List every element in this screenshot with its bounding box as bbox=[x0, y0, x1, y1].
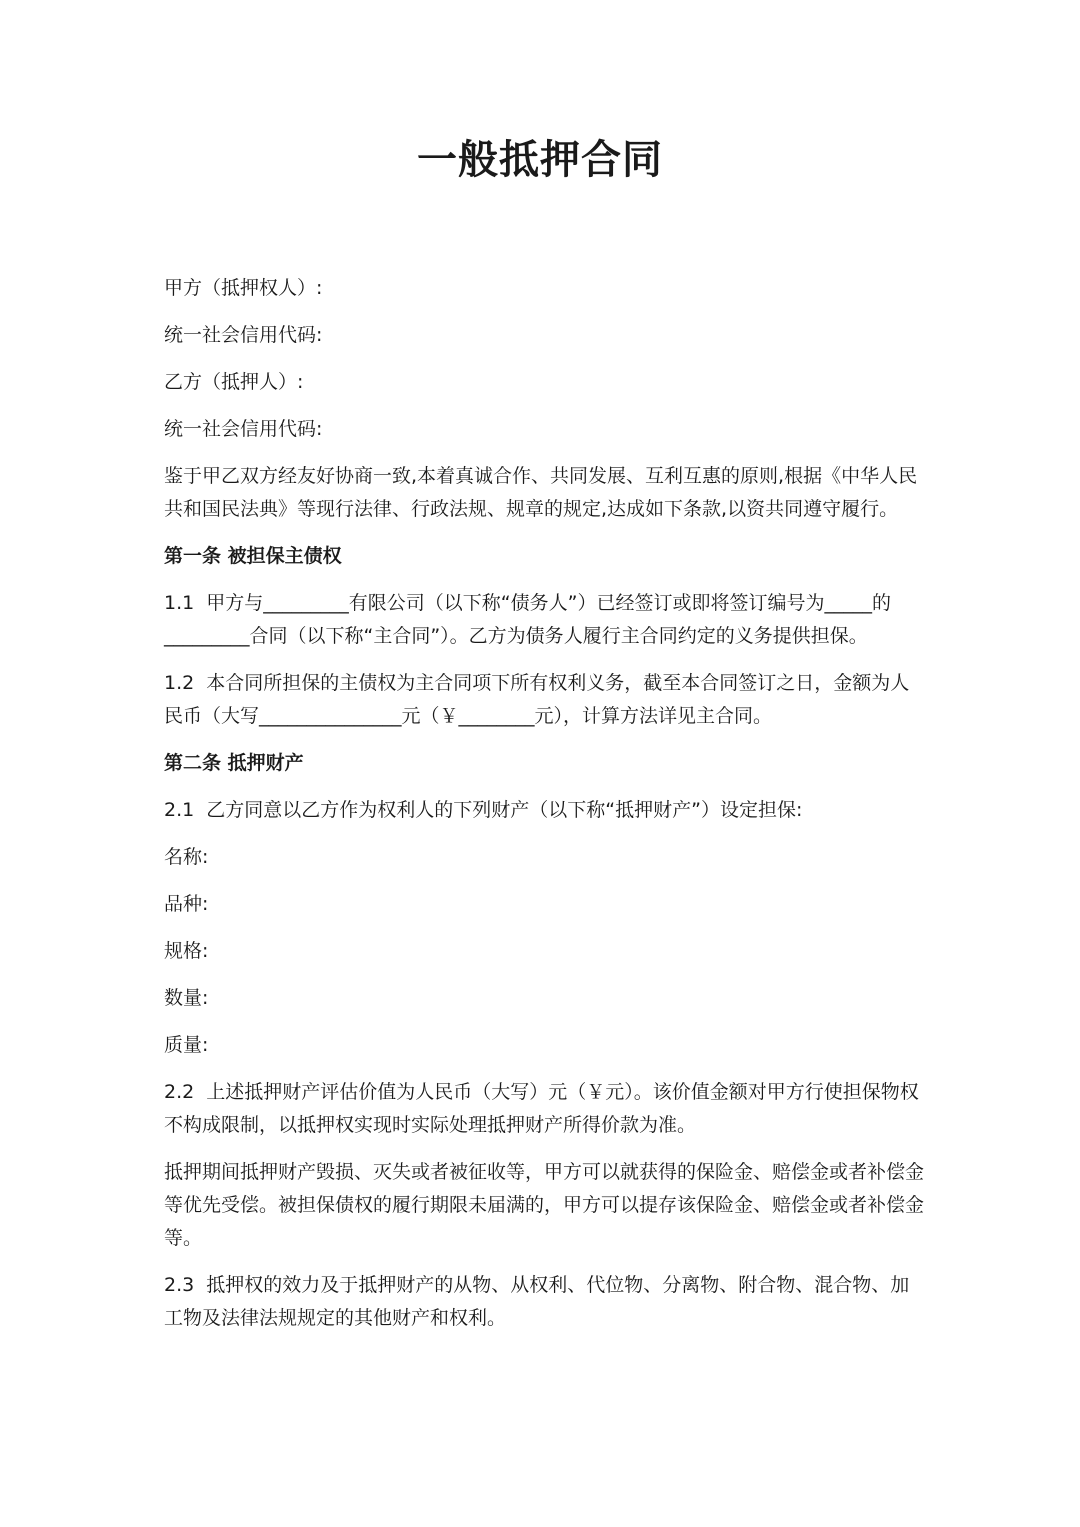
document-title: 一般抵押合同 bbox=[417, 137, 663, 183]
clause-2-2: 2.2 上述抵押财产评估价值为人民币（大写）元（￥元）。该价值金额对甲方行使担保物权不构成限制，以抵押权实现时实际处理抵押财产所得价款为准。 bbox=[164, 1081, 919, 1136]
article-2-heading: 第二条 抵押财产 bbox=[164, 752, 304, 774]
property-quality-field: 质量: bbox=[164, 1034, 209, 1056]
property-name-field: 名称: bbox=[164, 846, 209, 868]
party-a-credit-code-label: 统一社会信用代码: bbox=[164, 324, 323, 346]
clause-2-3: 2.3 抵押权的效力及于抵押财产的从物、从权利、代位物、分离物、附合物、混合物、加工物及法律法规规定的其他财产和权利。 bbox=[164, 1274, 910, 1329]
party-b-credit-code-label: 统一社会信用代码: bbox=[164, 418, 323, 440]
property-variety-field: 品种: bbox=[164, 893, 209, 915]
property-quantity-field: 数量: bbox=[164, 987, 209, 1009]
party-b-label: 乙方（抵押人）: bbox=[164, 371, 304, 393]
party-a-label: 甲方（抵押权人）: bbox=[164, 277, 323, 299]
article-1-heading: 第一条 被担保主债权 bbox=[164, 545, 342, 567]
property-spec-field: 规格: bbox=[164, 940, 209, 962]
clause-2-2-continuation: 抵押期间抵押财产毁损、灭失或者被征收等，甲方可以就获得的保险金、赔偿金或者补偿金等优先受偿。被担保债权的履行期限未届满的，甲方可以提存该保险金、赔偿金或者补偿金等。 bbox=[164, 1161, 925, 1249]
document-body bbox=[164, 272, 924, 1349]
preamble-paragraph: 鉴于甲乙双方经友好协商一致,本着真诚合作、共同发展、互利互惠的原则,根据《中华人民共和国民法典》等现行法律、行政法规、规章的规定,达成如下条款,以资共同遵守履行。 bbox=[164, 465, 918, 520]
clause-1-2: 1.2 本合同所担保的主债权为主合同项下所有权利义务，截至本合同签订之日，金额为人民币（大写_______________元（￥________元），计算方法详见主合同。 bbox=[164, 672, 910, 727]
clause-2-1: 2.1 乙方同意以乙方作为权利人的下列财产（以下称“抵押财产”）设定担保: bbox=[164, 799, 803, 821]
clause-1-1: 1.1 甲方与_________有限公司（以下称“债务人”）已经签订或即将签订编号为_____的_________合同（以下称“主合同”）。乙方为债务人履行主合同约定的义务提供担保。 bbox=[164, 592, 891, 647]
